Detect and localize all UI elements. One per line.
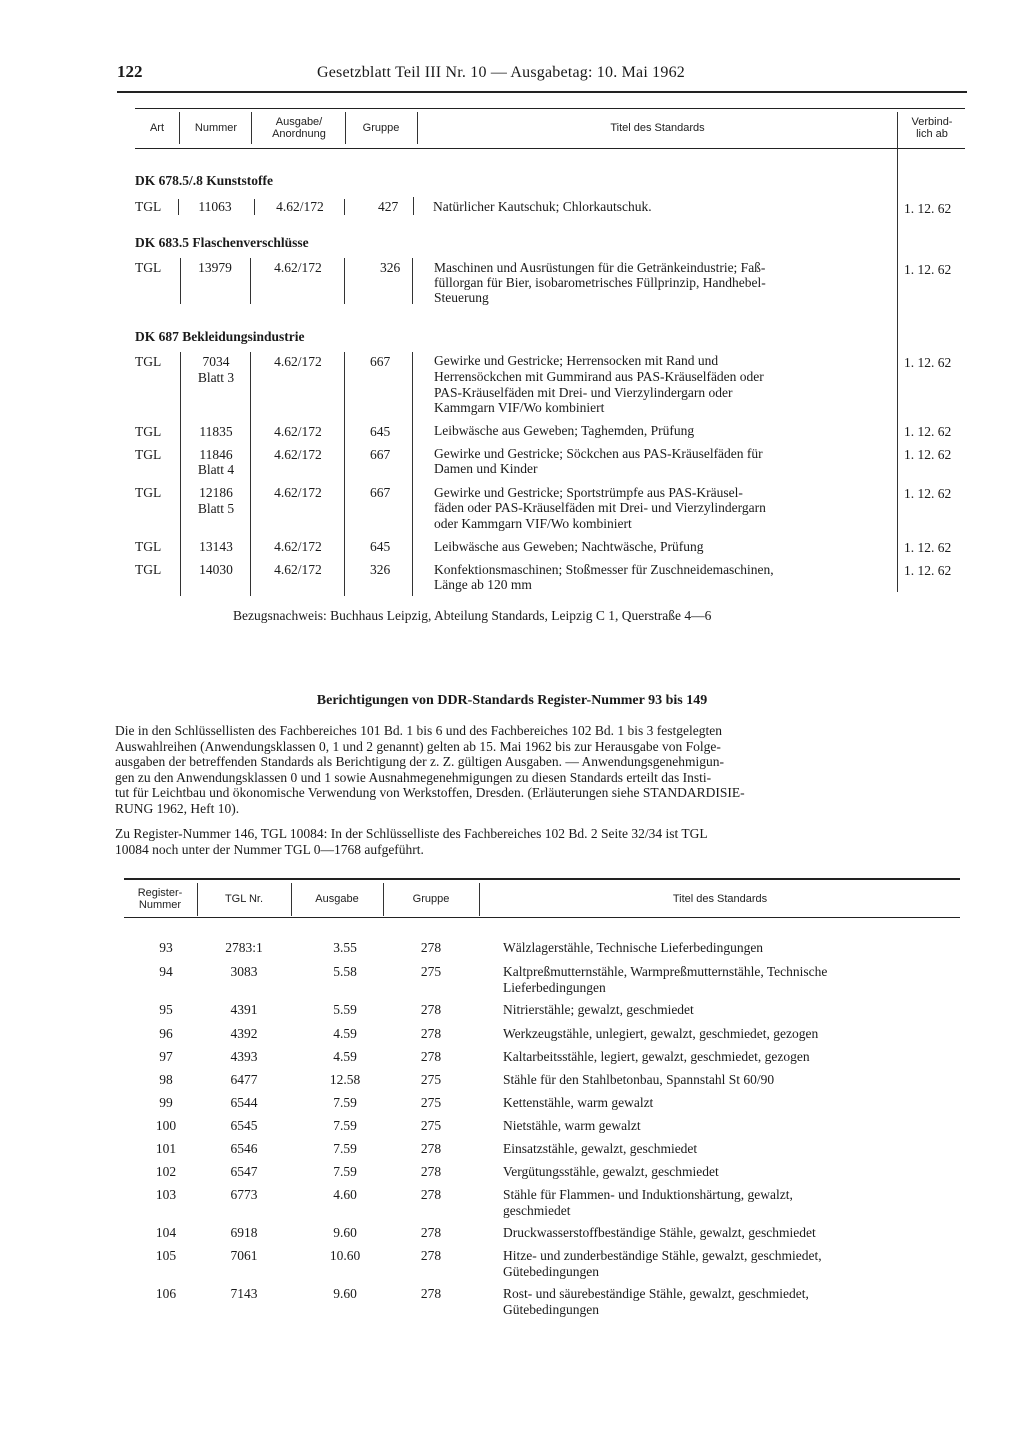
cell-register: 101: [155, 1141, 177, 1156]
cell-art: TGL: [135, 485, 162, 500]
cell-titel-line: füllorgan für Bier, isobarometrisches Füllprinzip, Handhebel-: [434, 275, 766, 290]
cell-ausgabe: 4.60: [333, 1187, 357, 1202]
paragraph-2: [115, 826, 962, 857]
table1-col-art: Art: [149, 122, 165, 134]
header-rule: [117, 91, 967, 93]
cell-ausgabe: 12.58: [329, 1072, 361, 1087]
cell-titel-line: Kammgarn VIF/Wo kombiniert: [434, 400, 605, 415]
cell-register: 106: [155, 1286, 177, 1301]
cell-ausgabe: 4.59: [333, 1026, 357, 1041]
row-separator: [412, 258, 413, 304]
cell-titel-line: Stähle für den Stahlbetonbau, Spannstahl St 60/90: [503, 1072, 775, 1087]
cell-titel-line: Gewirke und Gestricke; Herrensocken mit Rand und: [434, 353, 719, 368]
table2-header-bottom-rule: [124, 917, 960, 918]
cell-titel-line: Herrensöckchen mit Gummirand aus PAS-Kräuselfäden oder: [434, 369, 764, 384]
cell-titel-line: Gewirke und Gestricke; Sportstrümpfe aus PAS-Kräusel-: [434, 485, 743, 500]
cell-gruppe: 427: [378, 199, 399, 214]
table1-col-nummer: Nummer: [194, 122, 238, 134]
cell-gruppe: 278: [420, 1248, 442, 1263]
table2-col-register-l1: Register-: [137, 887, 183, 899]
cell-ausgabe: 7.59: [333, 1095, 357, 1110]
cell-titel-line: fäden oder PAS-Kräuselfäden mit Drei- und Vierzylindergarn: [434, 500, 766, 515]
cell-titel-line: Steuerung: [434, 290, 489, 305]
section-heading: DK 678.5/.8 Kunststoffe: [135, 173, 273, 188]
cell-titel-line: Lieferbedingungen: [503, 980, 606, 995]
paragraph-line: Die in den Schlüssellisten des Fachbereiches 101 Bd. 1 bis 6 und des Fachbereiches 102 Bd. 1 bis 3 festgelegten: [115, 723, 723, 738]
cell-art: TGL: [135, 539, 162, 554]
table1-header-sep: [179, 112, 180, 144]
cell-titel-line: Gütebedingungen: [503, 1302, 599, 1317]
table1-col-titel: Titel des Standards: [610, 122, 705, 134]
table1-header-sep: [251, 112, 252, 144]
table2-col-titel: Titel des Standards: [672, 893, 768, 905]
cell-titel-line: PAS-Kräuselfäden mit Drei- und Vierzylindergarn oder: [434, 385, 733, 400]
cell-ausgabe: 7.59: [333, 1141, 357, 1156]
cell-art: TGL: [135, 562, 162, 577]
table2-header-sep: [197, 883, 198, 916]
cell-tgl: 4392: [230, 1026, 258, 1041]
cell-nummer: 13979: [198, 260, 232, 275]
cell-titel-line: Länge ab 120 mm: [434, 577, 532, 592]
cell-ausgabe: 4.62/172: [274, 354, 322, 369]
table1-col-verbindlich-l1: Verbind-: [911, 116, 953, 128]
cell-titel-line: Kettenstähle, warm gewalzt: [503, 1095, 654, 1110]
cell-gruppe: 278: [420, 1002, 442, 1017]
row-separator: [254, 199, 255, 215]
column-separator: [180, 352, 181, 596]
cell-nummer-blatt: Blatt 3: [197, 370, 235, 385]
cell-ausgabe: 4.62/172: [274, 260, 322, 275]
cell-register: 94: [159, 964, 173, 979]
table1-col-verbindlich-l2: lich ab: [916, 128, 948, 140]
column-separator: [412, 352, 413, 596]
page-header-title: Gesetzblatt Teil III Nr. 10 — Ausgabetag: 10. Mai 1962: [317, 64, 685, 81]
cell-tgl: 7061: [230, 1248, 258, 1263]
table1-col-ausgabe: [253, 116, 345, 140]
cell-nummer: 11846: [199, 447, 233, 462]
cell-verbindlich: 1. 12. 62: [904, 563, 952, 578]
cell-tgl: 6918: [230, 1225, 258, 1240]
cell-titel-line: Druckwasserstoffbeständige Stähle, gewalzt, geschmiedet: [503, 1225, 816, 1240]
cell-verbindlich: 1. 12. 62: [904, 201, 952, 216]
table1-header-sep: [345, 112, 346, 144]
cell-tgl: 6477: [230, 1072, 258, 1087]
cell-titel-line: Nitrierstähle; gewalzt, geschmiedet: [503, 1002, 694, 1017]
cell-tgl: 4393: [230, 1049, 258, 1064]
cell-gruppe: 278: [420, 940, 442, 955]
table2-col-tgl: TGL Nr.: [224, 893, 264, 905]
cell-nummer: 7034: [202, 354, 230, 369]
cell-ausgabe: 5.59: [333, 1002, 357, 1017]
cell-gruppe: 278: [420, 1141, 442, 1156]
cell-ausgabe: 10.60: [329, 1248, 361, 1263]
table1-col-ausgabe-l1: Ausgabe/: [275, 116, 323, 128]
cell-nummer: 12186: [199, 485, 233, 500]
cell-nummer-blatt: Blatt 4: [197, 462, 235, 477]
table2-col-register-l2: Nummer: [138, 899, 182, 911]
cell-nummer: 13143: [199, 539, 233, 554]
cell-gruppe: 278: [420, 1225, 442, 1240]
cell-gruppe: 667: [370, 447, 391, 462]
cell-tgl: 6545: [230, 1118, 258, 1133]
table1-col-gruppe: Gruppe: [362, 122, 400, 134]
cell-tgl: 7143: [230, 1286, 258, 1301]
cell-register: 105: [155, 1248, 177, 1263]
cell-register: 104: [155, 1225, 177, 1240]
paragraph-line: gen zu den Anwendungsklassen 0 und 1 sowie Ausnahmegenehmigungen zu diesen Standards erteilt das Insti-: [115, 769, 712, 785]
table1-header-sep: [417, 112, 418, 144]
cell-gruppe: 326: [380, 260, 401, 275]
cell-tgl: 3083: [230, 964, 258, 979]
cell-titel-line: Einsatzstähle, gewalzt, geschmiedet: [503, 1141, 698, 1156]
table1-top-rule: [135, 108, 965, 109]
cell-ausgabe: 4.62/172: [274, 539, 322, 554]
cell-art: TGL: [135, 199, 162, 214]
cell-gruppe: 326: [370, 562, 391, 577]
cell-gruppe: 667: [370, 485, 391, 500]
cell-register: 96: [159, 1026, 173, 1041]
cell-art: TGL: [135, 424, 162, 439]
cell-gruppe: 645: [370, 539, 391, 554]
cell-titel-line: Nietstähle, warm gewalzt: [503, 1118, 641, 1133]
cell-register: 98: [159, 1072, 173, 1087]
table2-header-sep: [291, 883, 292, 916]
cell-gruppe: 275: [420, 1072, 442, 1087]
cell-titel-line: Werkzeugstähle, unlegiert, gewalzt, geschmiedet, gezogen: [503, 1026, 819, 1041]
cell-register: 93: [159, 940, 173, 955]
cell-gruppe: 278: [420, 1164, 442, 1179]
cell-gruppe: 278: [420, 1187, 442, 1202]
paragraph-line: RUNG 1962, Heft 10).: [115, 800, 240, 816]
cell-titel-line: Rost- und säurebeständige Stähle, gewalzt, geschmiedet,: [503, 1286, 809, 1301]
cell-tgl: 6544: [230, 1095, 258, 1110]
column-separator: [344, 352, 345, 596]
cell-ausgabe: 4.62/172: [276, 199, 324, 214]
cell-gruppe: 278: [420, 1286, 442, 1301]
cell-titel-line: Leibwäsche aus Geweben; Nachtwäsche, Prüfung: [434, 539, 704, 554]
cell-titel-line: Natürlicher Kautschuk; Chlorkautschuk.: [433, 199, 652, 214]
cell-verbindlich: 1. 12. 62: [904, 424, 952, 439]
cell-ausgabe: 4.62/172: [274, 447, 322, 462]
cell-titel-line: Stähle für Flammen- und Induktionshärtung, gewalzt,: [503, 1187, 793, 1202]
cell-ausgabe: 3.55: [333, 940, 357, 955]
cell-nummer-blatt: Blatt 5: [197, 501, 235, 516]
cell-titel-line: Maschinen und Ausrüstungen für die Getränkeindustrie; Faß-: [434, 260, 766, 275]
cell-ausgabe: 4.62/172: [274, 562, 322, 577]
section-title: Berichtigungen von DDR-Standards Register-Nummer 93 bis 149: [316, 693, 708, 708]
cell-nummer: 11835: [199, 424, 233, 439]
cell-ausgabe: 7.59: [333, 1118, 357, 1133]
cell-ausgabe: 4.62/172: [274, 424, 322, 439]
section-heading: DK 687 Bekleidungsindustrie: [135, 329, 305, 344]
cell-titel-line: Konfektionsmaschinen; Stoßmesser für Zuschneidemaschinen,: [434, 562, 774, 577]
row-separator: [180, 258, 181, 304]
row-separator: [250, 258, 251, 304]
cell-tgl: 2783:1: [225, 940, 263, 955]
table1-col-ausgabe-l2: Anordnung: [272, 128, 326, 140]
cell-art: TGL: [135, 260, 162, 275]
cell-verbindlich: 1. 12. 62: [904, 355, 952, 370]
cell-art: TGL: [135, 447, 162, 462]
cell-register: 103: [155, 1187, 177, 1202]
paragraph-line: Auswahlreihen (Anwendungsklassen 0, 1 und 2 genannt) gelten ab 15. Mai 1962 bis zur Herausgabe von Folge-: [115, 738, 721, 754]
cell-tgl: 4391: [230, 1002, 258, 1017]
paragraph-line: Zu Register-Nummer 146, TGL 10084: In der Schlüsselliste des Fachbereiches 102 Bd. 2 Seite 32/34 ist TGL: [115, 826, 708, 841]
row-separator: [178, 199, 179, 215]
cell-ausgabe: 5.58: [333, 964, 357, 979]
cell-gruppe: 275: [420, 1095, 442, 1110]
table1-right-border: [897, 152, 898, 592]
cell-ausgabe: 7.59: [333, 1164, 357, 1179]
cell-gruppe: 278: [420, 1049, 442, 1064]
table1-col-verbindlich: [899, 116, 965, 140]
cell-verbindlich: 1. 12. 62: [904, 262, 952, 277]
cell-art: TGL: [135, 354, 162, 369]
cell-titel-line: oder Kammgarn VIF/Wo kombiniert: [434, 516, 632, 531]
cell-gruppe: 275: [420, 1118, 442, 1133]
table1-header-sep: [897, 112, 898, 152]
row-separator: [344, 258, 345, 304]
row-separator: [344, 199, 345, 215]
cell-titel-line: Damen und Kinder: [434, 461, 538, 476]
table2-col-register: [124, 887, 196, 911]
cell-gruppe: 278: [420, 1026, 442, 1041]
cell-register: 99: [159, 1095, 173, 1110]
table2-col-ausgabe: Ausgabe: [315, 893, 359, 905]
cell-ausgabe: 9.60: [333, 1225, 357, 1240]
cell-verbindlich: 1. 12. 62: [904, 447, 952, 462]
cell-gruppe: 275: [420, 964, 442, 979]
table2-header-sep: [383, 883, 384, 916]
cell-ausgabe: 9.60: [333, 1286, 357, 1301]
table2-top-rule: [124, 878, 960, 880]
cell-ausgabe: 4.59: [333, 1049, 357, 1064]
cell-register: 95: [159, 1002, 173, 1017]
paragraph-line: 10084 noch unter der Nummer TGL 0—1768 aufgeführt.: [115, 841, 424, 857]
cell-titel-line: Vergütungsstähle, gewalzt, geschmiedet: [503, 1164, 719, 1179]
cell-titel-line: Hitze- und zunderbeständige Stähle, gewalzt, geschmiedet,: [503, 1248, 822, 1263]
cell-nummer: 11063: [198, 199, 232, 214]
cell-verbindlich: 1. 12. 62: [904, 486, 952, 501]
cell-titel-line: geschmiedet: [503, 1203, 571, 1218]
cell-nummer: 14030: [199, 562, 233, 577]
table2-col-gruppe: Gruppe: [412, 893, 450, 905]
cell-verbindlich: 1. 12. 62: [904, 540, 952, 555]
paragraph-line: ausgaben der betreffenden Standards als Berichtigung der z. Z. gültigen Ausgaben. — Anwendungsgenehmigun-: [115, 754, 724, 769]
cell-titel-line: Leibwäsche aus Geweben; Taghemden, Prüfung: [434, 423, 695, 438]
page-number: 122: [117, 62, 143, 81]
cell-gruppe: 645: [370, 424, 391, 439]
cell-titel-line: Kaltpreßmutternstähle, Warmpreßmutternstähle, Technische: [503, 964, 828, 979]
cell-titel-line: Wälzlagerstähle, Technische Lieferbedingungen: [503, 940, 764, 955]
paragraph-1: [115, 723, 962, 816]
cell-titel-line: Kaltarbeitsstähle, legiert, gewalzt, geschmiedet, gezogen: [503, 1049, 810, 1064]
cell-titel-line: Gewirke und Gestricke; Söckchen aus PAS-Kräuselfäden für: [434, 446, 763, 461]
cell-tgl: 6547: [230, 1164, 258, 1179]
bezugsnachweis: Bezugsnachweis: Buchhaus Leipzig, Abteilung Standards, Leipzig C 1, Querstraße 4—6: [233, 608, 712, 623]
cell-ausgabe: 4.62/172: [274, 485, 322, 500]
cell-tgl: 6773: [230, 1187, 258, 1202]
cell-gruppe: 667: [370, 354, 391, 369]
row-separator: [413, 197, 414, 215]
column-separator: [250, 352, 251, 596]
cell-tgl: 6546: [230, 1141, 258, 1156]
cell-register: 97: [159, 1049, 173, 1064]
section-heading: DK 683.5 Flaschenverschlüsse: [135, 235, 309, 250]
paragraph-line: tut für Leichtbau und ökonomische Verwendung von Werkstoffen, Dresden. (Erläuterungen siehe STANDARDISIE-: [115, 785, 745, 800]
table2-header-sep: [479, 883, 480, 916]
cell-register: 100: [155, 1118, 177, 1133]
table1-header-bottom-rule: [135, 148, 965, 149]
cell-register: 102: [155, 1164, 177, 1179]
cell-titel-line: Gütebedingungen: [503, 1264, 599, 1279]
